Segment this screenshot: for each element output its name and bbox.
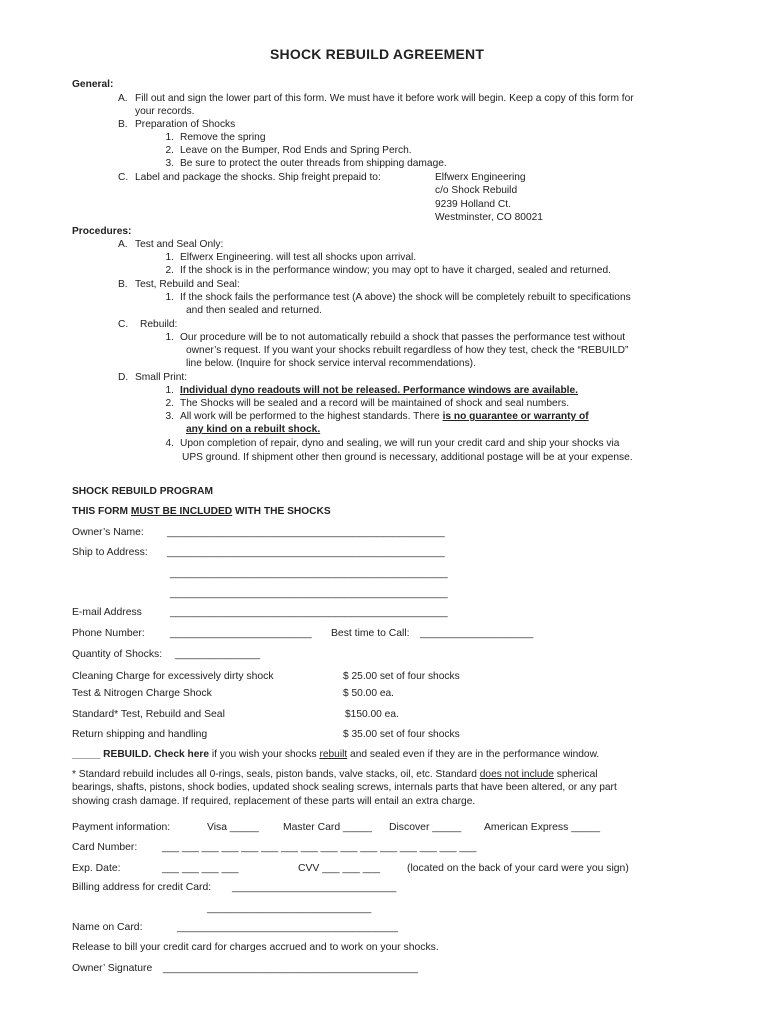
release-text: Release to bill your credit card for charges accrued and to work on your shocks.	[72, 942, 439, 953]
footnote-line2: bearings, shafts, pistons, shock bodies, updated shock sealing screws, internals parts that have been altered, or any part	[72, 782, 617, 793]
owner-name-field[interactable]: _________________________________________________	[167, 527, 445, 538]
list-item: 1. Elfwerx Engineering. will test all shocks upon arrival.	[165, 252, 417, 263]
card-number-field[interactable]: ___ ___ ___ ___ ___ ___ ___ ___ ___ ___ ___ ___ ___ ___ ___ ___	[162, 842, 477, 853]
price-value: $150.00 ea.	[345, 709, 399, 720]
email-field[interactable]: _________________________________________________	[170, 607, 448, 618]
best-time-field[interactable]: ____________________	[420, 628, 534, 639]
amex-option[interactable]: American Express _____	[484, 822, 601, 833]
list-item: 1. Remove the spring	[165, 132, 266, 143]
program-heading: SHOCK REBUILD PROGRAM	[72, 486, 213, 497]
exp-date-label: Exp. Date:	[72, 863, 121, 874]
list-item: 2. If the shock is in the performance window; you may opt to have it charged, sealed and returned.	[165, 265, 611, 276]
list-item: 2. Leave on the Bumper, Rod Ends and Spring Perch.	[165, 145, 412, 156]
price-value: $ 25.00 set of four shocks	[343, 671, 460, 682]
footnote-line3: showing crash damage. If required, replacement of these parts will entail an extra charge.	[72, 796, 476, 807]
discover-option[interactable]: Discover _____	[389, 822, 462, 833]
cvv-field[interactable]: CVV ___ ___ ___	[298, 863, 381, 874]
general-a-label: A.	[118, 93, 128, 104]
general-c-label: C.	[118, 172, 129, 183]
list-item: 3. Be sure to protect the outer threads from shipping damage.	[165, 158, 447, 169]
page-title: SHOCK REBUILD AGREEMENT	[270, 46, 485, 62]
visa-option[interactable]: Visa _____	[207, 822, 259, 833]
list-item: 1. Individual dyno readouts will not be released. Performance windows are available.	[165, 385, 578, 396]
ship-to-field-3[interactable]: _________________________________________________	[170, 588, 448, 599]
ship-to-label: Ship to Address:	[72, 547, 148, 558]
price-value: $ 50.00 ea.	[343, 688, 394, 699]
quantity-label: Quantity of Shocks:	[72, 649, 163, 660]
mastercard-option[interactable]: Master Card _____	[283, 822, 372, 833]
list-item: 1. Our procedure will be to not automatically rebuild a shock that passes the performance test without	[165, 332, 626, 343]
proc-c-label: C.	[118, 319, 129, 330]
ship-address-line: c/o Shock Rebuild	[435, 185, 518, 196]
general-a-line1: Fill out and sign the lower part of this form. We must have it before work will begin. Keep a copy of this form for	[135, 93, 634, 104]
billing-address-label: Billing address for credit Card:	[72, 882, 212, 893]
general-heading: General:	[72, 79, 114, 90]
list-item: 3. All work will be performed to the highest standards. There is no guarantee or warranty of	[165, 411, 589, 422]
proc-d-label: D.	[118, 372, 129, 383]
price-item: Cleaning Charge for excessively dirty shock	[72, 671, 274, 682]
billing-address-field[interactable]: _____________________________	[232, 882, 397, 893]
proc-b-label: B.	[118, 279, 128, 290]
general-a-line2: your records.	[135, 106, 195, 117]
proc-a-label: A.	[118, 239, 128, 250]
list-item-cont: owner’s request. If you want your shocks rebuilt regardless of how they test, check the “REBUILD”	[186, 345, 629, 356]
program-subheading: THIS FORM MUST BE INCLUDED WITH THE SHOCKS	[72, 506, 331, 517]
rebuild-checkbox-blank[interactable]: _____	[72, 749, 101, 760]
proc-d-text: Small Print:	[135, 372, 188, 383]
general-c-text: Label and package the shocks. Ship freight prepaid to:	[135, 172, 381, 183]
ship-to-field[interactable]: _________________________________________________	[167, 547, 445, 558]
list-item-cont: any kind on a rebuilt shock.	[186, 424, 321, 435]
signature-label: Owner’ Signature	[72, 963, 153, 974]
phone-label: Phone Number:	[72, 628, 145, 639]
list-item: 1. If the shock fails the performance test (A above) the shock will be completely rebuilt to specifications	[165, 292, 631, 303]
ship-address-line: 9239 Holland Ct.	[435, 199, 511, 210]
name-on-card-label: Name on Card:	[72, 922, 143, 933]
footnote-line1: * Standard rebuild includes all 0-rings, seals, piston bands, valve stacks, oil, etc. Standard does not include spherical	[72, 769, 598, 780]
ship-address-line: Elfwerx Engineering	[435, 172, 526, 183]
procedures-heading: Procedures:	[72, 226, 132, 237]
price-item: Test & Nitrogen Charge Shock	[72, 688, 212, 699]
signature-field[interactable]: _____________________________________________	[163, 963, 418, 974]
quantity-field[interactable]: _______________	[175, 649, 260, 660]
rebuild-line: _____ REBUILD. Check here if you wish your shocks rebuilt and sealed even if they are in the performance window.	[72, 749, 600, 760]
ship-to-field-2[interactable]: _________________________________________________	[170, 568, 448, 579]
general-b-text: Preparation of Shocks	[135, 119, 236, 130]
ship-address-line: Westminster, CO 80021	[435, 212, 543, 223]
price-value: $ 35.00 set of four shocks	[343, 729, 460, 740]
proc-a-text: Test and Seal Only:	[135, 239, 224, 250]
list-item-cont: UPS ground. If shipment other then ground is necessary, additional postage will be at your expense.	[182, 452, 633, 463]
email-label: E-mail Address	[72, 607, 142, 618]
best-time-label: Best time to Call:	[331, 628, 410, 639]
name-on-card-field[interactable]: _______________________________________	[177, 922, 398, 933]
general-b-label: B.	[118, 119, 128, 130]
owner-name-label: Owner’s Name:	[72, 527, 144, 538]
price-item: Standard* Test, Rebuild and Seal	[72, 709, 225, 720]
billing-address-field-2[interactable]: _____________________________	[207, 903, 372, 914]
payment-label: Payment information:	[72, 822, 171, 833]
exp-date-field[interactable]: ___ ___ ___ ___	[162, 863, 239, 874]
card-number-label: Card Number:	[72, 842, 138, 853]
proc-c-text: Rebuild:	[140, 319, 178, 330]
list-item: 4. Upon completion of repair, dyno and sealing, we will run your credit card and ship your shocks via	[165, 438, 620, 449]
phone-field[interactable]: _________________________	[170, 628, 312, 639]
cvv-note: (located on the back of your card were you sign)	[407, 863, 629, 874]
list-item-cont: and then sealed and returned.	[186, 305, 322, 316]
list-item: 2. The Shocks will be sealed and a record will be maintained of shock and seal numbers.	[165, 398, 570, 409]
proc-b-text: Test, Rebuild and Seal:	[135, 279, 240, 290]
list-item-cont: line below. (Inquire for shock service interval recommendations).	[186, 358, 476, 369]
price-item: Return shipping and handling	[72, 729, 208, 740]
